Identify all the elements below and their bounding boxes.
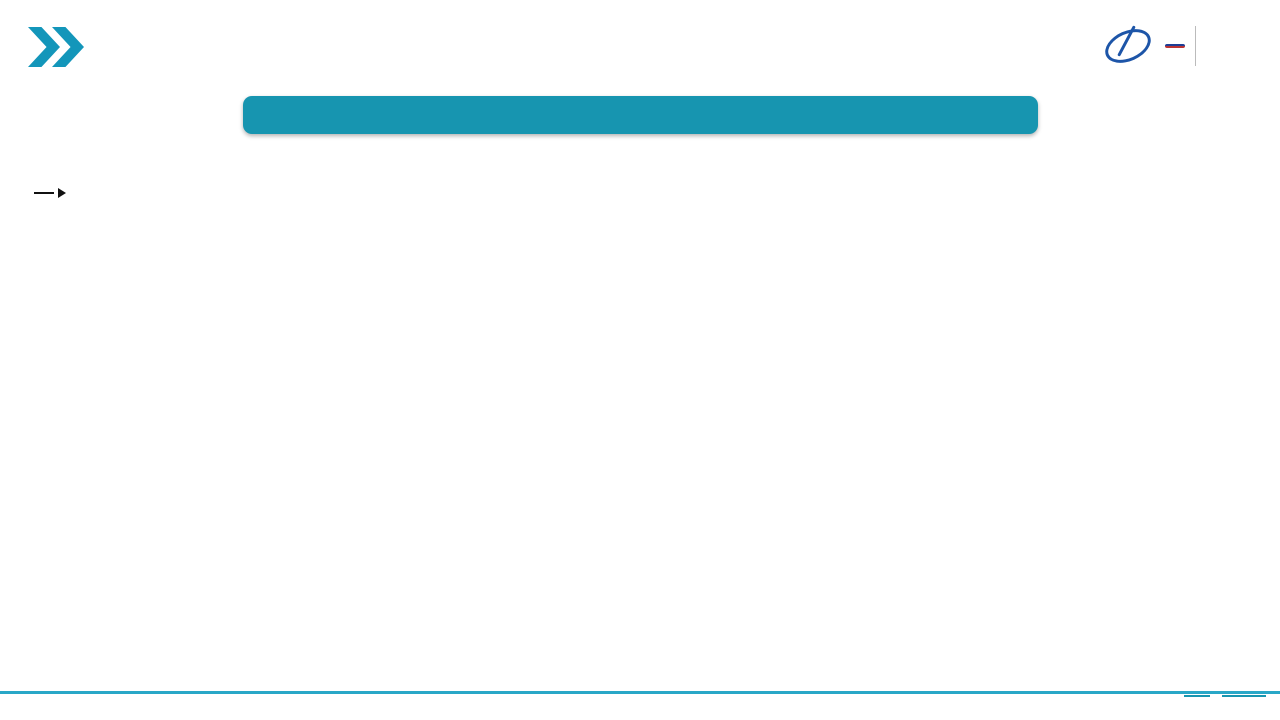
footer-report-label [1184,695,1266,697]
footer-rule [0,691,1280,694]
footer-dash-right [1222,695,1266,697]
footer-dash-left [1184,695,1210,697]
